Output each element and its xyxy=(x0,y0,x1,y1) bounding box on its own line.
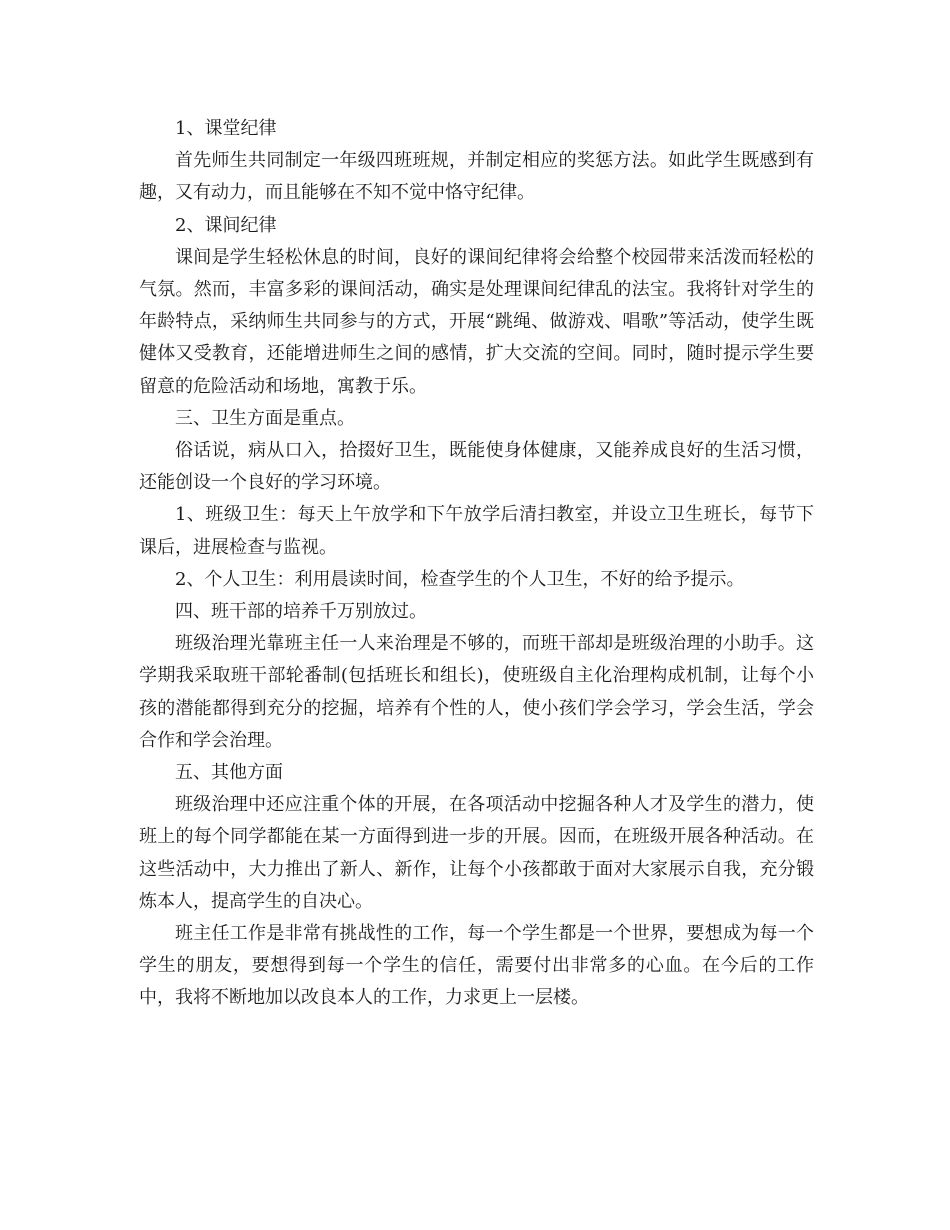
paragraph-break-activities: 课间是学生轻松休息的时间，良好的课间纪律将会给整个校园带来活泼而轻松的气氛。然而，丰富多彩的课间活动，确实是处理课间纪律乱的法宝。我将针对学生的年龄特点，采纳师生共同参与的方式，开展“跳绳、做游戏、唱歌”等活动，使学生既健体又受教育，还能增进师生之间的感情，扩大交流的空间。同时，随时提示学生要留意的危险活动和场地，寓教于乐。 xyxy=(139,246,814,397)
paragraph-hygiene-intro: 俗话说，病从口入，拾掇好卫生，既能使身体健康，又能养成良好的生活习惯，还能创设一个良好的学习环境。 xyxy=(139,440,814,494)
paragraph-other-aspects: 班级治理中还应注重个体的开展，在各项活动中挖掘各种人才及学生的潜力，使班上的每个同学都能在某一方面得到进一步的开展。因而，在班级开展各种活动。在这些活动中，大力推出了新人、新作，让每个小孩都敢于面对大家展示自我，充分锻炼本人，提高学生的自决心。 xyxy=(139,794,814,912)
document-body xyxy=(139,113,814,1015)
heading-hygiene: 三、卫生方面是重点。 xyxy=(175,407,355,429)
heading-classroom-discipline: 1、课堂纪律 xyxy=(175,118,277,139)
heading-class-cadres: 四、班干部的培养千万别放过。 xyxy=(175,601,427,623)
heading-other-aspects: 五、其他方面 xyxy=(175,762,283,784)
paragraph-conclusion: 班主任工作是非常有挑战性的工作，每一个学生都是一个世界，要想成为每一个学生的朋友，要想得到每一个学生的信任，需要付出非常多的心血。在今后的工作中，我将不断地加以改良本人的工作，力求更上一层楼。 xyxy=(139,923,814,1009)
paragraph-personal-hygiene: 2、个人卫生：利用晨读时间，检查学生的个人卫生，不好的给予提示。 xyxy=(175,568,745,590)
heading-break-discipline: 2、课间纪律 xyxy=(175,214,277,236)
paragraph-class-cadres: 班级治理光靠班主任一人来治理是不够的，而班干部却是班级治理的小助手。这学期我采取班干部轮番制(包括班长和组长)，使班级自主化治理构成机制，让每个小孩的潜能都得到充分的挖掘，培养有个性的人，使小孩们学会学习，学会生活，学会合作和学会治理。 xyxy=(139,633,814,751)
paragraph-classroom-rules: 首先师生共同制定一年级四班班规，并制定相应的奖惩方法。如此学生既感到有趣，又有动力，而且能够在不知不觉中恪守纪律。 xyxy=(139,150,814,204)
paragraph-class-hygiene: 1、班级卫生：每天上午放学和下午放学后清扫教室，并设立卫生班长，每节下课后，进展检查与监视。 xyxy=(139,504,814,558)
